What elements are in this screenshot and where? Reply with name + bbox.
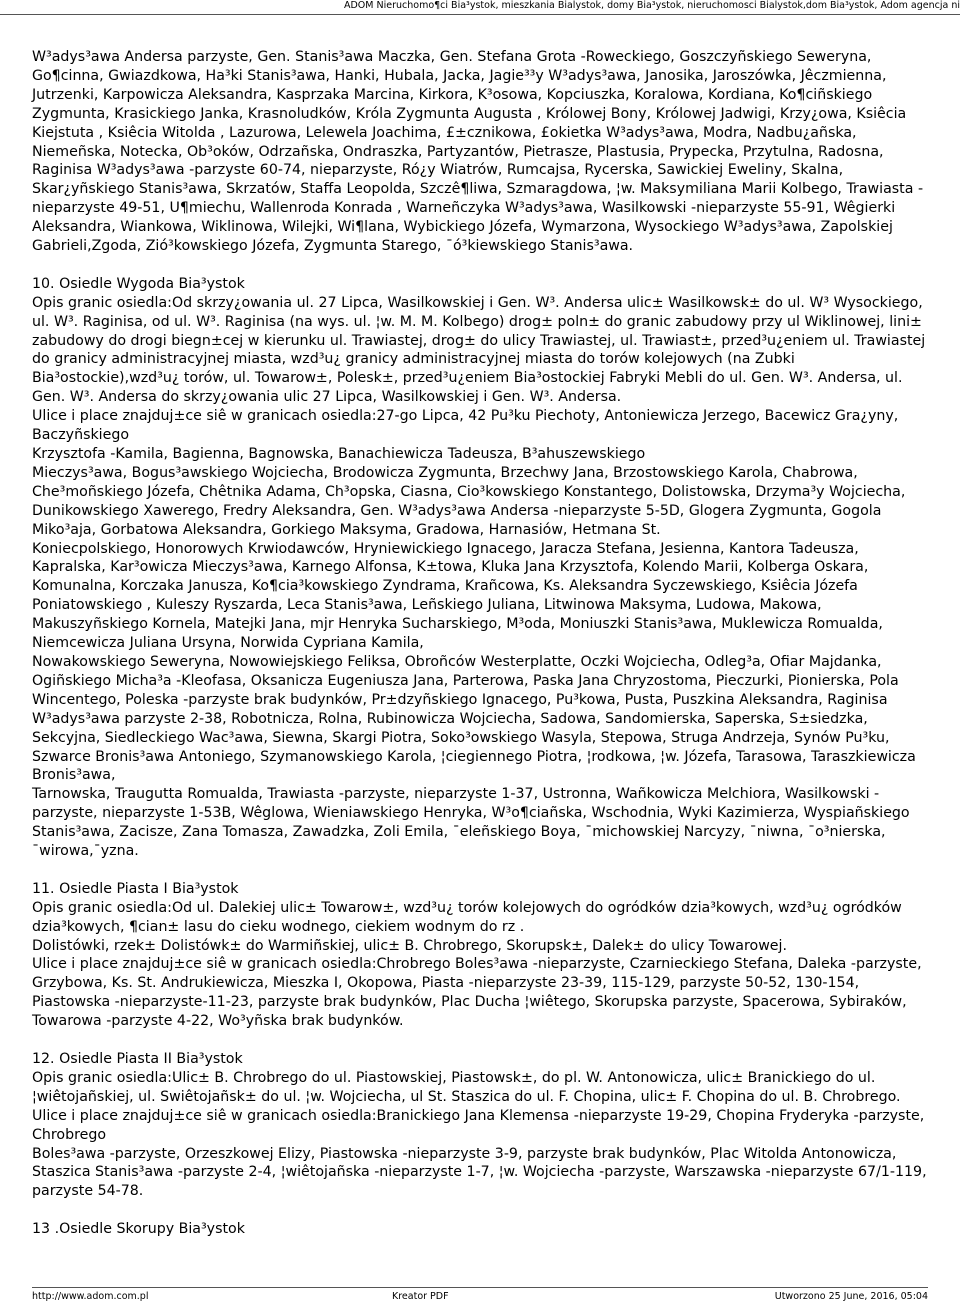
section-13-title: 13 .Osiedle Skorupy Bia³ystok (32, 1221, 245, 1238)
paragraph-gap (32, 1031, 937, 1050)
footer-url-link[interactable]: http://www.adom.com.pl (32, 1291, 149, 1302)
page-header-text: ADOM Nieruchomo¶ci Bia³ystok, mieszkania Bialystok, domy Bia³ystok, nieruchomosci Bialystok,dom Bia³ystok, Adom agencja ni (343, 0, 960, 11)
footer-created-date: Utworzono 25 June, 2016, 05:04 (774, 1291, 928, 1302)
paragraph-gap (32, 861, 937, 880)
document-body (32, 48, 937, 1239)
section-12-boundaries: Opis granic osiedla:Ulic± B. Chrobrego do ul. Piastowskiej, Piastowsk±, do pl. W. Antonowicza, ulic± Branickiego do ul. ¦wiêtojañskiej, ul. Swiêtojañsk± do ul. ¦w. Wojciecha, ul St. Staszica do ul. F. Chopina, ulic± F. Chopina do ul. B. Chrobrego. (32, 1069, 901, 1105)
footer-creator: Kreator PDF (392, 1291, 449, 1302)
paragraph-gap (32, 256, 937, 275)
section-10-streets-4: Koniecpolskiego, Honorowych Krwiodawców, Hryniewickiego Ignacego, Jaracza Stefana, Jesienna, Kantora Tadeusza, Kapralska, Kar³owicza Mieczys³awa, Karnego Alfonsa, K±towa, Kluka Jana Krzysztofa, Kolendo Marii, Kolberga Oskara, Komunalna, Korczaka Janusza, Ko¶cia³kowskiego Zyndrama, Krañcowa, Ks. Aleksandra Syczewskiego, Ksiêcia Józefa Poniatowskiego , Kuleszy Ryszarda, Leca Stanis³awa, Leñskiego Juliana, Litwinowa Maksyma, Ludowa, Makowa, Makuszyñskiego Kornela, Matejki Jana, mjr Henryka Sucharskiego, M³oda, Moniuszki Stanis³awa, Muklewicza Romualda, Niemcewicza Juliana Ursyna, Norwida Cypriana Kamila, (32, 540, 883, 652)
section-10-boundaries: Opis granic osiedla:Od skrzy¿owania ul. 27 Lipca, Wasilkowskiej i Gen. W³. Andersa ulic± Wasilkowsk± do ul. W³ Wysockiego, ul. W³. Raginisa, od ul. W³. Raginisa (na wys. ul. ¦w. M. M. Kolbego) drog± poln± do granic zabudowy przy ul Wiklinowej, lini± zabudowy do drogi biegn±cej w kierunku ul. Trawiastej, drog± do ulicy Trawiastej, ul. Trawiast±, przed³u¿eniem ul. Trawiastej do granicy administracyjnej miasta, wzd³u¿ granicy administracyjnej miasta do torów kolejowych (na Zubki Bia³ostockie),wzd³u¿ torów, ul. Towarow±, Polesk±, przed³u¿eniem Bia³ostockiej Fabryki Mebli do ul. Gen. W³. Andersa, ul. Gen. W³. Andersa do skrzy¿owania ulic 27 Lipca, Wasilkowskiej i Gen. W³. Andersa. (32, 294, 926, 406)
section-10-streets-2: Krzysztofa -Kamila, Bagienna, Bagnowska, Banachiewicza Tadeusza, B³ahuszewskiego (32, 446, 646, 463)
section-10-streets-1: Ulice i place znajduj±ce siê w granicach osiedla:27-go Lipca, 42 Pu³ku Piechoty, Antoniewicza Jerzego, Bacewicz Gra¿yny, Baczyñskiego (32, 408, 899, 444)
section-10-streets-3: Mieczys³awa, Bogus³awskiego Wojciecha, Brodowicza Zygmunta, Brzechwy Jana, Brzostowskiego Karola, Chabrowa, Che³moñskiego Józefa, Chêtnika Adama, Ch³opska, Ciasna, Cio³kowskiego Konstantego, Dolistowska, Drzyma³y Wojciecha, Dunikowskiego Xawerego, Fredry Aleksandra, Gen. W³adys³awa Andersa -nieparzyste 5-5D, Glogera Zygmunta, Gogola Miko³aja, Gorbatowa Aleksandra, Gorkiego Maksyma, Gradowa, Harnasiów, Hetmana St. (32, 464, 906, 538)
page-header-bar (0, 0, 960, 15)
section-11-boundaries-2: Dolistówki, rzek± Dolistówk± do Warmiñskiej, ulic± B. Chrobrego, Skorupsk±, Dalek± do ulicy Towarowej. (32, 937, 787, 954)
street-list-paragraph: W³adys³awa Andersa parzyste, Gen. Stanis³awa Maczka, Gen. Stefana Grota -Roweckiego, Goszczyñskiego Seweryna, Go¶cinna, Gwiazdkowa, Ha³ki Stanis³awa, Hanki, Hubala, Jacka, Jagie³³y W³adys³awa, Janosika, Jaroszówka, Jêczmienna, Jutrzenki, Karpowicza Aleksandra, Kasprzaka Marcina, Kirkora, K³osowa, Kopciuszka, Koralowa, Kordiana, Ko¶ciñskiego Zygmunta, Krasickiego Janka, Krasnoludków, Króla Zygmunta Augusta , Królowej Bony, Królowej Jadwigi, Krzy¿owa, Ksiêcia Kiejstuta , Ksiêcia Witolda , Lazurowa, Lelewela Joachima, £±cznikowa, £okietka W³adys³awa, Modra, Nadbu¿añska, Niemeñska, Notecka, Ob³oków, Odrzañska, Ondraszka, Partyzantów, Pietrasze, Plastusia, Prypecka, Przytulna, Radosna, Raginisa W³adys³awa -parzyste 60-74, nieparzyste, Ró¿y Wiatrów, Rumcajsa, Rycerska, Sawickiej Eweliny, Skalna, Skar¿yñskiego Stanis³awa, Skrzatów, Staffa Leopolda, Szczê¶liwa, Szmaragdowa, ¦w. Maksymiliana Marii Kolbego, Trawiasta -nieparzyste 49-51, U¶miechu, Wallenroda Konrada , Warneñczyka W³adys³awa, Wasilkowski -nieparzyste 55-91, Wêgierki Aleksandra, Wiankowa, Wiklinowa, Wilejki, Wi¶lana, Wybickiego Józefa, Wymarzona, Wysockiego W³adys³awa, Zapolskiej Gabrieli,Zgoda, Zió³kowskiego Józefa, Zygmunta Starego, ¯ó³kiewskiego Stanis³awa. (32, 49, 924, 255)
section-12-title: 12. Osiedle Piasta II Bia³ystok (32, 1050, 243, 1067)
section-10-streets-5: Nowakowskiego Seweryna, Nowowiejskiego Feliksa, Obroñców Westerplatte, Oczki Wojciecha, Odleg³a, Ofiar Majdanka, Ogiñskiego Micha³a -Kleofasa, Oksanicza Eugeniusza Jana, Parterowa, Paska Jana Chryzostoma, Pieczurki, Pionierska, Pola Wincentego, Poleska -parzyste brak budynków, Pr±dzyñskiego Ignacego, Pu³kowa, Pusta, Puszkina Aleksandra, Raginisa W³adys³awa parzyste 2-38, Robotnicza, Rolna, Rubinowicza Wojciecha, Sadowa, Sandomierska, Saperska, S±siedzka, Sekcyjna, Siedleckiego Wac³awa, Siewna, Skargi Piotra, Soko³owskiego Wasyla, Stepowa, Struga Andrzeja, Synów Pu³ku, Szwarce Bronis³awa Antoniego, Szymanowskiego Karola, ¦ciegiennego Piotra, ¦rodkowa, ¦w. Józefa, Tarasowa, Taraszkiewicza Bronis³awa, (32, 653, 916, 784)
section-12-streets-1: Ulice i place znajduj±ce siê w granicach osiedla:Branickiego Jana Klemensa -nieparzyste 19-29, Chopina Fryderyka -parzyste, Chrobrego (32, 1107, 925, 1143)
section-11-title: 11. Osiedle Piasta I Bia³ystok (32, 880, 239, 897)
section-11-streets: Ulice i place znajduj±ce siê w granicach osiedla:Chrobrego Boles³awa -nieparzyste, Czarnieckiego Stefana, Daleka -parzyste, Grzybowa, Ks. St. Andrukiewicza, Mieszka I, Okopowa, Piasta -nieparzyste 23-39, 115-129, parzyste 50-52, 130-154, Piastowska -nieparzyste-11-23, parzyste brak budynków, Plac Ducha ¦wiêtego, Skorupska parzyste, Spacerowa, Sybiraków, Towarowa -parzyste 4-22, Wo³yñska brak budynków. (32, 956, 922, 1030)
section-12-streets-2: Boles³awa -parzyste, Orzeszkowej Elizy, Piastowska -nieparzyste 3-9, parzyste brak budynków, Plac Witolda Antonowicza, Staszica Stanis³awa -parzyste 2-4, ¦wiêtojañska -nieparzyste 1-7, ¦w. Wojciecha -parzyste, Warszawska -nieparzyste 67/1-119, parzyste 54-78. (32, 1145, 927, 1200)
section-11-boundaries: Opis granic osiedla:Od ul. Dalekiej ulic± Towarow±, wzd³u¿ torów kolejowych do ogródków dzia³kowych, wzd³u¿ ogródków dzia³kowych, ¶cian± lasu do cieku wodnego, ciekiem wodnym do rz . (32, 899, 902, 935)
section-10-title: 10. Osiedle Wygoda Bia³ystok (32, 275, 245, 292)
section-10-streets-6: Tarnowska, Traugutta Romualda, Trawiasta -parzyste, nieparzyste 1-37, Ustronna, Wañkowicza Melchiora, Wasilkowski -parzyste, nieparzyste 1-53B, Wêglowa, Wieniawskiego Henryka, W³o¶ciañska, Wschodnia, Wyki Kazimierza, Wyspiañskiego Stanis³awa, Zacisze, Zana Tomasza, Zawadzka, Zoli Emila, ¯eleñskiego Boya, ¯michowskiej Narcyzy, ¯niwna, ¯o³nierska, ¯wirowa,¯yzna. (32, 786, 910, 860)
paragraph-gap (32, 1201, 937, 1220)
page-footer (32, 1287, 928, 1302)
